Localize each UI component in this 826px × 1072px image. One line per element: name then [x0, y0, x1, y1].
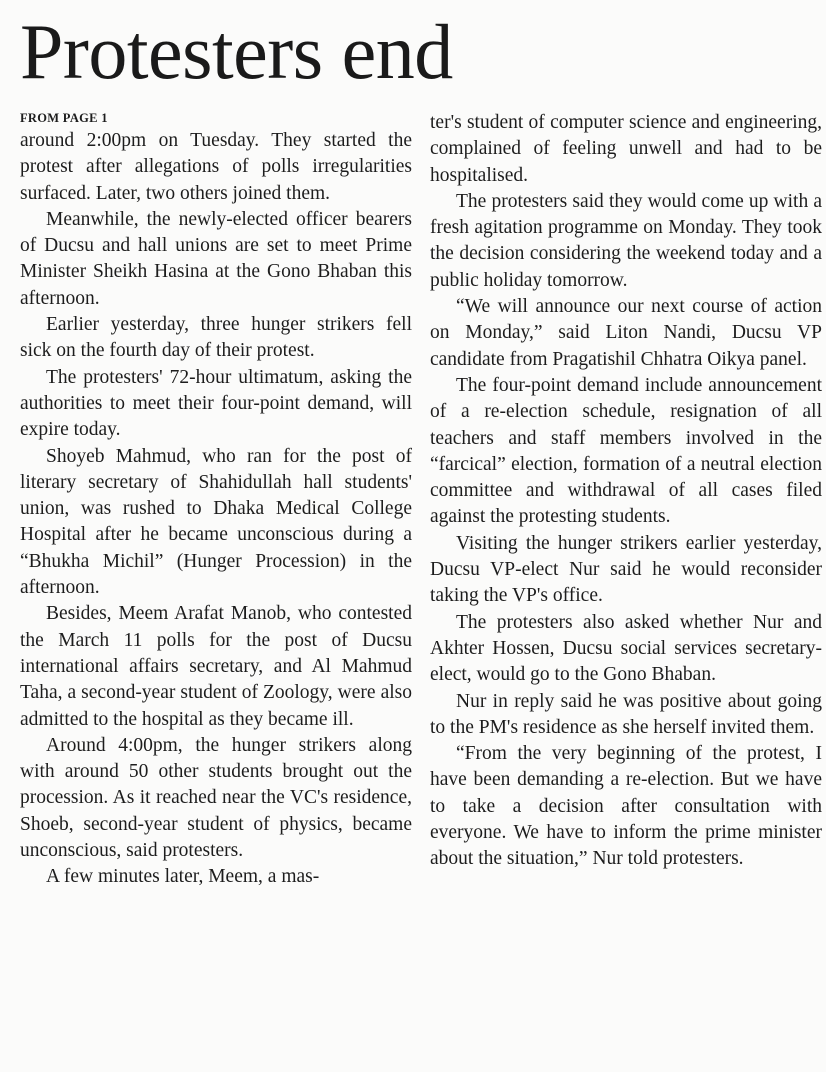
paragraph: Visiting the hunger strikers earlier yesterday, Ducsu VP-elect Nur said he would reconsider taking the VP's office. [430, 532, 822, 607]
paragraph: The protesters also asked whether Nur and Akhter Hossen, Ducsu social services secretary-elect, would go to the Gono Bhaban. [430, 611, 822, 686]
article-column-right [430, 110, 822, 873]
paragraph: “We will announce our next course of action on Monday,” said Liton Nandi, Ducsu VP candidate from Pragatishil Chhatra Oikya panel. [430, 296, 822, 370]
paragraph: A few minutes later, Meem, a mas- [46, 866, 320, 888]
paragraph: The protesters said they would come up with a fresh agitation programme on Monday. They took the decision considering the weekend today and a public holiday tomorrow. [430, 190, 822, 291]
paragraph: The protesters' 72-hour ultimatum, asking the authorities to meet their four-point demand, will expire today. [20, 366, 412, 441]
paragraph: Earlier yesterday, three hunger strikers fell sick on the fourth day of their protest. [20, 314, 412, 362]
paragraph: Shoyeb Mahmud, who ran for the post of literary secretary of Shahidullah hall students' union, was rushed to Dhaka Medical College Hospital after he became unconscious during a “Bhukha Michil” (Hunger Procession) in the afternoon. [20, 445, 412, 599]
paragraph: Nur in reply said he was positive about going to the PM's residence as she herself invited them. [430, 690, 822, 738]
paragraph: Around 4:00pm, the hunger strikers along with around 50 other students brought out the procession. As it reached near the VC's residence, Shoeb, second-year student of physics, became unconscious, said protesters. [20, 734, 412, 862]
dateline: FROM PAGE 1 [20, 111, 108, 125]
paragraph: “From the very beginning of the protest, I have been demanding a re-election. But we have to take a decision after consultation with everyone. We have to inform the prime minister about the situation,” Nur told protesters. [430, 743, 822, 870]
article-column-left [20, 110, 412, 891]
paragraph: Besides, Meem Arafat Manob, who contested the March 11 polls for the post of Ducsu international affairs secretary, and Al Mahmud Taha, a second-year student of Zoology, were also admitted to the hospital as they became ill. [20, 603, 412, 730]
paragraph: ter's student of computer science and engineering, complained of feeling unwell and had to be hospitalised. [430, 112, 822, 186]
paragraph: The four-point demand include announcement of a re-election schedule, resignation of all teachers and staff members involved in the “farcical” election, formation of a neutral election committee and withdrawal of all cases filed against the protesting students. [430, 374, 822, 528]
paragraph: around 2:00pm on Tuesday. They started the protest after allegations of polls irregularities surfaced. Later, two others joined them. [20, 130, 412, 204]
paragraph: Meanwhile, the newly-elected officer bearers of Ducsu and hall unions are set to meet Prime Minister Sheikh Hasina at the Gono Bhaban this afternoon. [20, 208, 412, 309]
headline: Protesters end [20, 8, 453, 95]
